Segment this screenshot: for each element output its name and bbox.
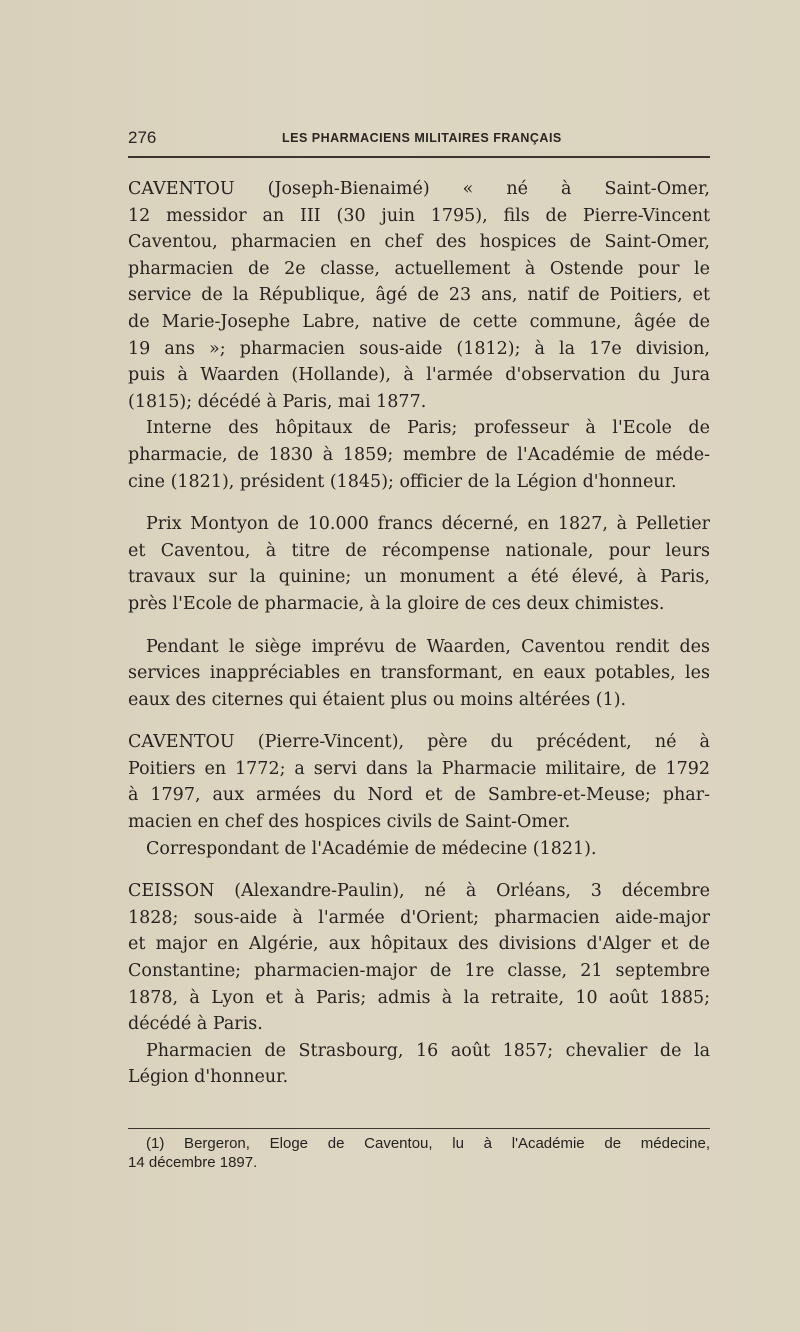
- entry-caventou-joseph: [128, 176, 710, 415]
- text-line: Constantine; pharmacien-major de 1re classe, 21 septembre: [128, 961, 710, 982]
- text-line: pharmacien de 2e classe, actuellement à Ostende pour le: [128, 258, 710, 279]
- header-rule: [128, 156, 710, 158]
- text-line: puis à Waarden (Hollande), à l'armée d'observation du Jura: [128, 365, 710, 386]
- text-line: CEISSON (Alexandre-Paulin), né à Orléans, 3 décembre: [128, 881, 710, 902]
- text-line: Interne des hôpitaux de Paris; professeur à l'Ecole de: [146, 418, 710, 439]
- text-line: travaux sur la quinine; un monument a été élevé, à Paris,: [128, 567, 710, 588]
- text-line: cine (1821), président (1845); officier de la Légion d'honneur.: [128, 471, 677, 492]
- text-line: services inappréciables en transformant, en eaux potables, les: [128, 663, 710, 684]
- text-line: 1828; sous-aide à l'armée d'Orient; pharmacien aide-major: [128, 907, 710, 928]
- page-number: 276: [128, 128, 157, 147]
- text-line: pharmacie, de 1830 à 1859; membre de l'Académie de méde-: [128, 444, 710, 465]
- text-line: 19 ans »; pharmacien sous-aide (1812); à la 17e division,: [128, 338, 710, 359]
- entry-caventou-pierre: [128, 729, 710, 862]
- text-line: Caventou, pharmacien en chef des hospices de Saint-Omer,: [128, 232, 710, 253]
- text-line: décédé à Paris.: [128, 1014, 263, 1035]
- text-line: service de la République, âgé de 23 ans, natif de Poitiers, et: [128, 285, 710, 306]
- text-line: Légion d'honneur.: [128, 1067, 289, 1088]
- footnote: [128, 1134, 710, 1172]
- text-line: eaux des citernes qui étaient plus ou moins altérées (1).: [128, 689, 627, 710]
- text-line: près l'Ecole de pharmacie, à la gloire de ces deux chimistes.: [128, 593, 665, 614]
- text-line: Prix Montyon de 10.000 francs décerné, en 1827, à Pelletier: [146, 514, 710, 535]
- text-line: à 1797, aux armées du Nord et de Sambre-et-Meuse; phar-: [128, 785, 710, 806]
- text-line: 12 messidor an III (30 juin 1795), fils de Pierre-Vincent: [128, 205, 710, 226]
- text-line: CAVENTOU (Pierre-Vincent), père du précédent, né à: [128, 732, 710, 753]
- footnote-line: 14 décembre 1897.: [128, 1154, 258, 1171]
- footnote-line: (1) Bergeron, Eloge de Caventou, lu à l'Académie de médecine,: [146, 1135, 710, 1152]
- text-line: et major en Algérie, aux hôpitaux des divisions d'Alger et de: [128, 934, 710, 955]
- text-line: Correspondant de l'Académie de médecine (1821).: [146, 838, 597, 859]
- body-text: [128, 176, 710, 1091]
- text-line: Pharmacien de Strasbourg, 16 août 1857; chevalier de la: [146, 1040, 710, 1061]
- paragraph-career: [128, 415, 710, 495]
- page-header: [128, 128, 710, 154]
- running-title: LES PHARMACIENS MILITAIRES FRANÇAIS: [282, 131, 562, 145]
- paragraph-siege: [128, 634, 710, 714]
- footnote-rule: [128, 1128, 710, 1129]
- text-line: Pendant le siège imprévu de Waarden, Caventou rendit des: [146, 636, 710, 657]
- entry-ceisson: [128, 878, 710, 1091]
- text-line: macien en chef des hospices civils de Saint-Omer.: [128, 812, 571, 833]
- text-line: Poitiers en 1772; a servi dans la Pharmacie militaire, de 1792: [128, 758, 710, 779]
- text-line: 1878, à Lyon et à Paris; admis à la retraite, 10 août 1885;: [128, 987, 710, 1008]
- text-line: (1815); décédé à Paris, mai 1877.: [128, 391, 427, 412]
- paragraph-prize: [128, 511, 710, 617]
- text-line: CAVENTOU (Joseph-Bienaimé) « né à Saint-Omer,: [128, 179, 710, 199]
- text-line: et Caventou, à titre de récompense nationale, pour leurs: [128, 540, 710, 561]
- text-line: de Marie-Josephe Labre, native de cette commune, âgée de: [128, 311, 710, 332]
